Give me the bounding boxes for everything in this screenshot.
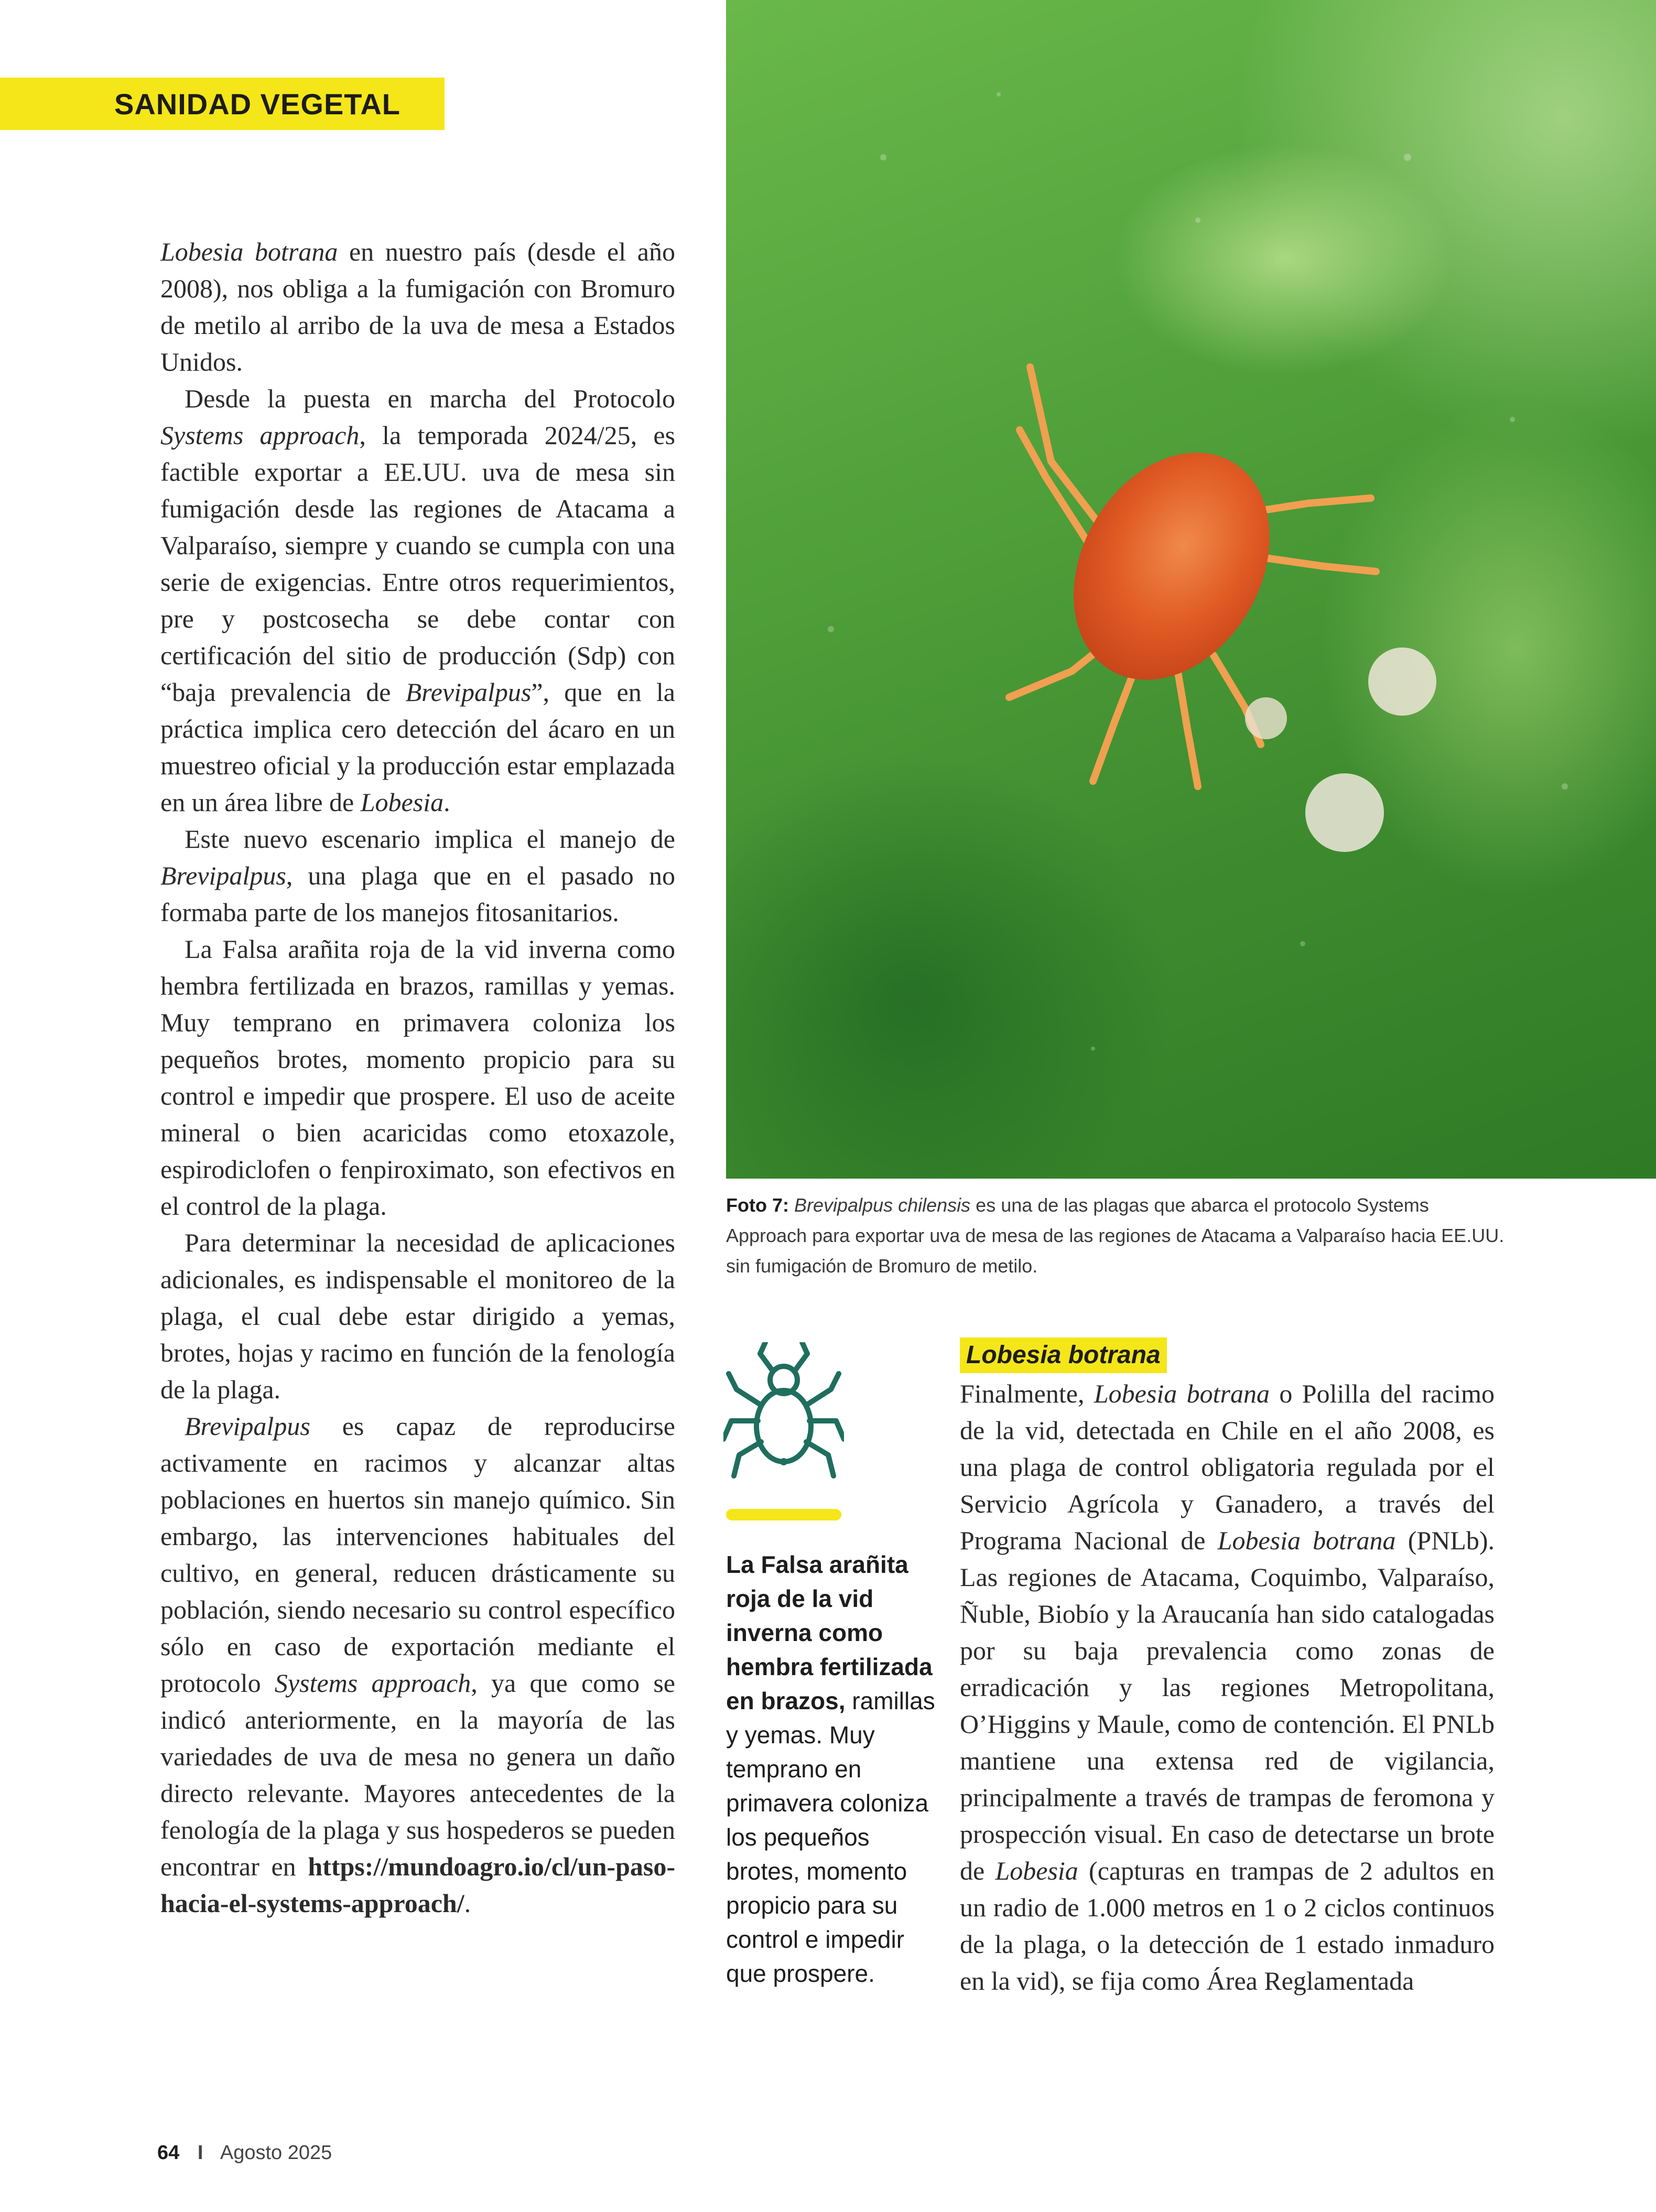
pull-quote bbox=[726, 1548, 936, 1991]
text-run: o Polilla del racimo de la vid, detectada en Chile en el año 2008, es una plaga de control obligatoria regulada por el Servicio Agrícola y Ganadero, a través del Programa Nacional de bbox=[960, 1379, 1495, 1555]
spider-icon bbox=[723, 1342, 844, 1484]
text-run: ramillas y yemas. Muy temprano en primavera coloniza los pequeños brotes, momento propicio para su control e impedir que prospere. bbox=[726, 1687, 935, 1987]
page-footer bbox=[157, 2142, 332, 2164]
body-paragraph bbox=[160, 821, 675, 931]
body-paragraph bbox=[160, 1408, 675, 1922]
text-run: es una de las plagas que abarca el protocolo Systems Approach para exportar uva de mesa de las regiones de Atacama a Valparaíso hacia EE.UU. sin fumigación de Bromuro de metilo. bbox=[726, 1194, 1505, 1277]
text-run: , la temporada 2024/25, es factible exportar a EE.UU. uva de mesa sin fumigación desde las regiones de Atacama a Valparaíso, siempre y cuando se cumpla con una serie de exigencias. Entre otros requerimientos, pre y postcosecha se debe contar con certificación del sitio de producción (Sdp) con “baja prevalencia de bbox=[160, 420, 675, 707]
text-run bbox=[789, 1194, 794, 1216]
italic-term: Systems approach bbox=[274, 1668, 471, 1698]
text-run: (capturas en trampas de 2 adultos en un radio de 1.000 metros en 1 o 2 ciclos continuos de la plaga, o la detección de 1 estado inmaduro en la vid), se fija como Área Reglamentada bbox=[960, 1856, 1495, 1995]
italic-term: Lobesia botrana bbox=[1217, 1526, 1396, 1555]
left-column bbox=[160, 233, 675, 1922]
text-run: Para determinar la necesidad de aplicaciones adicionales, es indispensable el monitoreo de la plaga, el cual debe estar dirigido a yemas, brotes, hojas y racimo en función de la fenología de la plaga. bbox=[160, 1228, 675, 1404]
text-run: Este nuevo escenario implica el manejo de bbox=[185, 824, 675, 854]
photo-caption bbox=[726, 1190, 1507, 1281]
section-subheading: Lobesia botrana bbox=[960, 1337, 1167, 1373]
italic-term: Lobesia bbox=[360, 787, 444, 817]
text-run: Desde la puesta en marcha del Protocolo bbox=[185, 384, 675, 413]
text-run: . bbox=[443, 787, 450, 817]
italic-term: Lobesia botrana bbox=[160, 237, 338, 266]
text-run: , ya que como se indicó anteriormente, en la mayoría de las variedades de uva de mesa no genera un daño directo relevante. Mayores antecedentes de la fenología de la plaga y sus hospederos se pueden encontrar en bbox=[160, 1668, 675, 1881]
body-paragraph bbox=[160, 1224, 675, 1408]
body-paragraph bbox=[160, 931, 675, 1224]
section-tag bbox=[0, 78, 445, 130]
page-number: 64 bbox=[157, 2142, 180, 2164]
italic-term: Systems approach bbox=[160, 420, 360, 450]
section-label: SANIDAD VEGETAL bbox=[114, 87, 401, 121]
italic-term: Lobesia bbox=[995, 1856, 1078, 1885]
bold-text: La Falsa arañita roja de la vid inverna como hembra fertilizada en brazos, bbox=[726, 1551, 933, 1714]
issue-date: Agosto 2025 bbox=[220, 2142, 332, 2164]
text-run: Finalmente, bbox=[960, 1379, 1094, 1408]
right-paragraph bbox=[960, 1375, 1495, 1999]
body-paragraph bbox=[160, 380, 675, 821]
text-run: (PNLb). Las regiones de Atacama, Coquimbo, Valparaíso, Ñuble, Biobío y la Araucanía han sido catalogadas por su baja prevalencia como zonas de erradicación y las regiones Metropolitana, O’Higgins y Maule, como de contención. El PNLb mantiene una extensa red de vigilancia, principalmente a través de trampas de feromona y prospección visual. En caso de detectarse un brote de bbox=[960, 1526, 1495, 1885]
italic-term: Brevipalpus chilensis bbox=[794, 1194, 971, 1216]
pull-quote-bar bbox=[726, 1509, 841, 1520]
text-run: , una plaga que en el pasado no formaba parte de los manejos fitosanitarios. bbox=[160, 861, 675, 927]
bold-text: Foto 7: bbox=[726, 1194, 789, 1216]
text-run: es capaz de reproducirse activamente en racimos y alcanzar altas poblaciones en huertos sin manejo químico. Sin embargo, las intervenciones habituales del cultivo, en general, reducen drásticamente su población, siendo necesario su control específico sólo en caso de exportación mediante el protocolo bbox=[160, 1411, 675, 1698]
right-column bbox=[960, 1336, 1495, 1999]
italic-term: Brevipalpus bbox=[405, 677, 532, 707]
mite-illustration bbox=[726, 0, 1656, 1179]
italic-term: Brevipalpus bbox=[160, 861, 286, 890]
italic-term: Brevipalpus bbox=[185, 1411, 310, 1441]
text-run: . bbox=[464, 1889, 471, 1918]
text-run: La Falsa arañita roja de la vid inverna como hembra fertilizada en brazos, ramillas y yemas. Muy temprano en primavera coloniza los pequeños brotes, momento propicio para su control e impedir que prospere. El uso de aceite mineral o bien acaricidas como etoxazole, espirodiclofen o fenpiroximato, son efectivos en el control de la plaga. bbox=[160, 934, 675, 1221]
text-run: ”, que en la práctica implica cero detección del ácaro en un muestreo oficial y la producción estar emplazada en un área libre de bbox=[160, 677, 675, 817]
mite-photo bbox=[726, 0, 1656, 1179]
footer-separator: I bbox=[197, 2142, 203, 2164]
bold-text: https://mundoagro.io/cl/un-paso-hacia-el-systems-approach/ bbox=[160, 1852, 675, 1918]
body-paragraph bbox=[160, 233, 675, 380]
italic-term: Lobesia botrana bbox=[1094, 1379, 1270, 1408]
text-run: en nuestro país (desde el año 2008), nos obliga a la fumigación con Bromuro de metilo al arribo de la uva de mesa a Estados Unidos. bbox=[160, 237, 675, 376]
